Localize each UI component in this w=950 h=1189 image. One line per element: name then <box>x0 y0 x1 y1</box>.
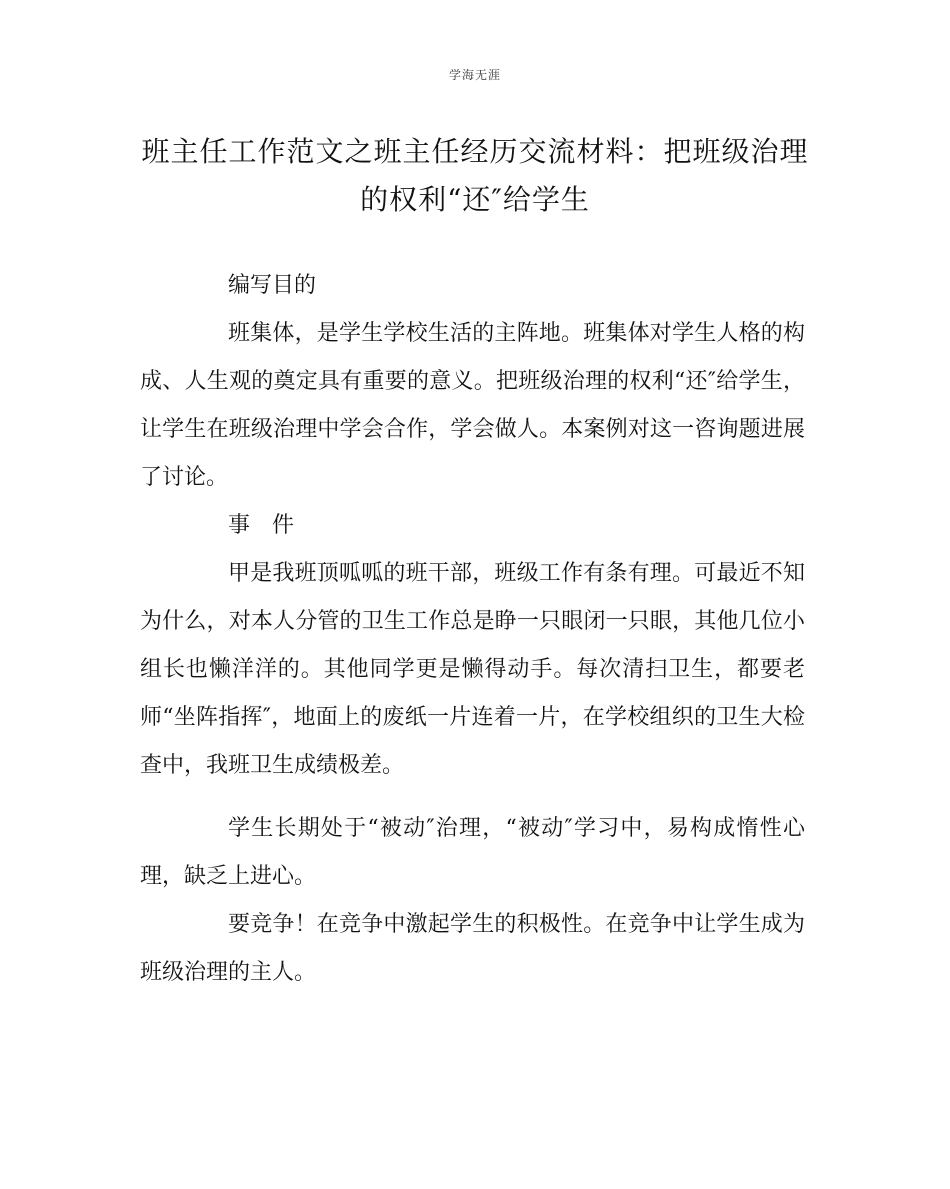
page-header-note: 学海无涯 <box>448 68 501 82</box>
paragraph-analysis: 学生长期处于“被动″治理，“被动″学习中，易构成惰性心理，缺乏上进心。 <box>140 816 805 889</box>
section-heading-purpose: 编写目的 <box>228 273 317 298</box>
paragraph-event: 甲是我班顶呱呱的班干部，班级工作有条有理。可最近不知为什么，对本人分管的卫生工作总是睁一只眼闭一只眼，其他几位小组长也懒洋洋的。其他同学更是懒得动手。每次清扫卫生，都要老师“坐阵指挥″，地面上的废纸一片连着一片，在学校组织的卫生大检查中，我班卫生成绩极差。 <box>140 561 805 778</box>
paragraph-solution: 要竞争！在竞争中激起学生的积极性。在竞争中让学生成为班级治理的主人。 <box>140 912 805 985</box>
paragraph-intro: 班集体，是学生学校生活的主阵地。班集体对学生人格的构成、人生观的奠定具有重要的意义。把班级治理的权利“还″给学生，让学生在班级治理中学会合作，学会做人。本案例对这一咨询题进展了讨论。 <box>140 321 805 490</box>
section-heading-event: 事 件 <box>228 513 295 538</box>
document-title: 班主任工作范文之班主任经历交流材料：把班级治理的权利“还″给学生 <box>141 135 809 216</box>
document-body <box>140 262 805 997</box>
